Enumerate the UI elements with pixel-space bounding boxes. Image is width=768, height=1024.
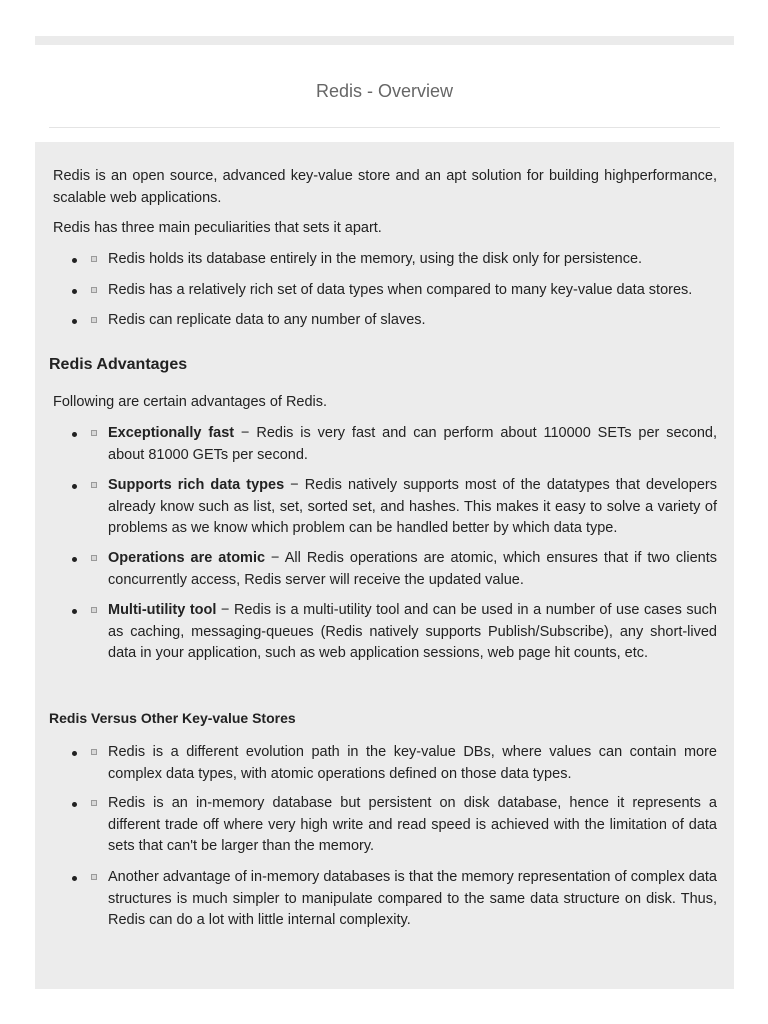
square-bullet-icon bbox=[91, 256, 97, 262]
top-bar bbox=[35, 36, 734, 45]
square-bullet-icon bbox=[91, 800, 97, 806]
bullet-icon bbox=[72, 289, 77, 294]
advantage-term: Operations are atomic bbox=[108, 550, 266, 566]
advantage-term: Exceptionally fast bbox=[108, 425, 235, 441]
list-item: Redis has a relatively rich set of data types when compared to many key-value data stores. bbox=[108, 280, 717, 302]
page-title: Redis - Overview bbox=[315, 81, 454, 101]
list-item: Redis holds its database entirely in the memory, using the disk only for persistence. bbox=[108, 249, 717, 271]
title-divider bbox=[49, 127, 720, 128]
advantage-term: Multi-utility tool bbox=[108, 602, 217, 618]
versus-item: Redis is an in-memory database but persistent on disk database, hence it represents a different trade off where very high write and read speed is achieved with the limitation of data sets that can't be larger than the memory. bbox=[108, 793, 717, 858]
bullet-icon bbox=[72, 557, 77, 562]
square-bullet-icon bbox=[91, 749, 97, 755]
square-bullet-icon bbox=[91, 874, 97, 880]
bullet-icon bbox=[72, 609, 77, 614]
square-bullet-icon bbox=[91, 430, 97, 436]
advantage-item: Multi-utility tool − Redis is a multi-utility tool and can be used in a number of use cases such as caching, messaging-queues (Redis natively supports Publish/Subscribe), any short-lived data in your application, such as web application sessions, web page hit counts, etc. bbox=[108, 600, 717, 665]
square-bullet-icon bbox=[91, 607, 97, 613]
bullet-icon bbox=[72, 432, 77, 437]
intro-paragraph: Redis is an open source, advanced key-value store and an apt solution for building highperformance, scalable web applications. bbox=[53, 168, 717, 206]
intro-peculiarities-lead: Redis has three main peculiarities that sets it apart. bbox=[53, 220, 382, 236]
list-item: Redis can replicate data to any number of slaves. bbox=[108, 310, 717, 332]
square-bullet-icon bbox=[91, 555, 97, 561]
bullet-icon bbox=[72, 876, 77, 881]
bullet-icon bbox=[72, 802, 77, 807]
bullet-icon bbox=[72, 258, 77, 263]
versus-item: Another advantage of in-memory databases is that the memory representation of complex data structures is much simpler to manipulate compared to the same data structure on disk. Thus, Redis can do a lot with little internal complexity. bbox=[108, 867, 717, 932]
bullet-icon bbox=[72, 319, 77, 324]
square-bullet-icon bbox=[91, 287, 97, 293]
advantage-item: Exceptionally fast − Redis is very fast and can perform about 110000 SETs per second, about 81000 GETs per second. bbox=[108, 423, 717, 466]
advantage-item: Supports rich data types − Redis natively supports most of the datatypes that developers already know such as list, set, sorted set, and hashes. This makes it easy to solve a variety of problems as we know which problem can be handled better by which data type. bbox=[108, 475, 717, 540]
advantages-heading: Redis Advantages bbox=[49, 356, 188, 373]
square-bullet-icon bbox=[91, 317, 97, 323]
bullet-icon bbox=[72, 751, 77, 756]
advantage-item: Operations are atomic − All Redis operations are atomic, which ensures that if two clients concurrently access, Redis server will receive the updated value. bbox=[108, 548, 717, 591]
advantages-lead: Following are certain advantages of Redis. bbox=[53, 394, 328, 410]
versus-heading: Redis Versus Other Key-value Stores bbox=[49, 710, 296, 726]
bullet-icon bbox=[72, 484, 77, 489]
versus-item: Redis is a different evolution path in the key-value DBs, where values can contain more complex data types, with atomic operations defined on those data types. bbox=[108, 742, 717, 785]
advantage-term: Supports rich data types bbox=[108, 477, 285, 493]
square-bullet-icon bbox=[91, 482, 97, 488]
